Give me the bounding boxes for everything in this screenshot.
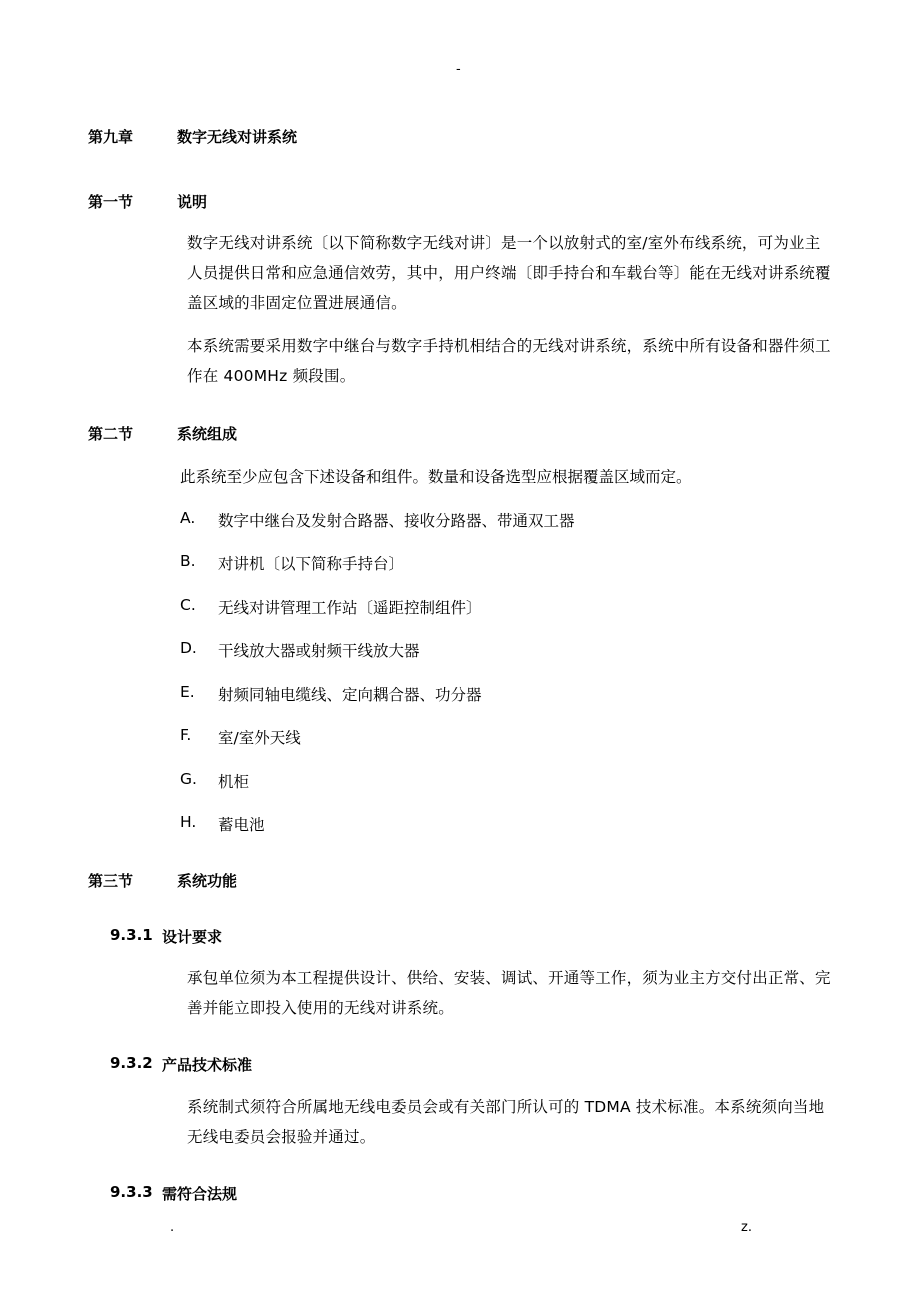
section1-paragraph-1: 数字无线对讲系统〔以下简称数字无线对讲〕是一个以放射式的室/室外布线系统，可为业主人员提供日常和应急通信效劳，其中，用户终端〔即手持台和车载台等〕能在无线对讲系统覆盖区域的非固定位置进展通信。 — [187, 234, 831, 312]
list-item — [180, 639, 680, 659]
subsection-933-title: 需符合法规 — [162, 1185, 238, 1203]
list-item-text: 室/室外天线 — [218, 729, 301, 747]
list-item-text: 射频同轴电缆线、定向耦合器、功分器 — [218, 686, 482, 704]
list-item-text: 数字中继台及发射合路器、接收分路器、带通双工器 — [218, 512, 575, 530]
subsection-931-paragraph: 承包单位须为本工程提供设计、供给、安装、调试、开通等工作，须为业主方交付出正常、完善并能立即投入使用的无线对讲系统。 — [187, 969, 831, 1017]
subsection-931-title: 设计要求 — [162, 928, 223, 946]
list-item-text: 机柜 — [218, 773, 250, 791]
list-item — [180, 509, 680, 529]
subsection-932-number: 9.3.2 — [110, 1054, 153, 1072]
section1-number: 第一节 — [88, 193, 134, 211]
chapter-number: 第九章 — [88, 128, 134, 146]
subsection-933-number: 9.3.3 — [110, 1183, 153, 1201]
list-item — [180, 683, 680, 703]
subsection-931-number: 9.3.1 — [110, 926, 153, 944]
chapter-title: 数字无线对讲系统 — [177, 128, 298, 146]
subsection-933-heading — [110, 1183, 410, 1203]
list-item-text: 无线对讲管理工作站〔遥距控制组件〕 — [218, 599, 482, 617]
list-item-text: 对讲机〔以下简称手持台〕 — [218, 555, 405, 573]
section2-heading — [88, 423, 388, 443]
section3-heading — [88, 870, 388, 890]
section3-title: 系统功能 — [177, 872, 238, 890]
section2-number: 第二节 — [88, 425, 134, 443]
list-item-letter: D. — [180, 639, 197, 657]
section1-paragraph-2: 本系统需要采用数字中继台与数字手持机相结合的无线对讲系统，系统中所有设备和器件须工作在 400MHz 频段围。 — [187, 337, 831, 385]
section2-title: 系统组成 — [177, 425, 238, 443]
section1-title: 说明 — [177, 193, 208, 211]
footer-right-mark: z. — [741, 1220, 752, 1235]
list-item-letter: F. — [180, 726, 192, 744]
list-item — [180, 770, 680, 790]
list-item-text: 蓄电池 — [218, 816, 265, 834]
subsection-932-paragraph: 系统制式须符合所属地无线电委员会或有关部门所认可的 TDMA 技术标准。本系统须向当地无线电委员会报验并通过。 — [187, 1098, 825, 1146]
list-item-letter: B. — [180, 552, 196, 570]
list-item-letter: C. — [180, 596, 196, 614]
list-item — [180, 813, 680, 833]
list-item-letter: E. — [180, 683, 195, 701]
list-item-letter: H. — [180, 813, 197, 831]
section3-number: 第三节 — [88, 872, 134, 890]
list-item — [180, 596, 680, 616]
subsection-932-heading — [110, 1054, 410, 1074]
footer-left-mark: . — [170, 1220, 175, 1235]
section1-heading — [88, 191, 388, 211]
section2-intro: 此系统至少应包含下述设备和组件。数量和设备选型应根据覆盖区域而定。 — [180, 468, 692, 486]
list-item — [180, 726, 680, 746]
list-item-letter: G. — [180, 770, 197, 788]
list-item — [180, 552, 680, 572]
chapter-heading — [88, 126, 488, 146]
subsection-932-title: 产品技术标准 — [162, 1056, 253, 1074]
list-item-text: 干线放大器或射频干线放大器 — [218, 642, 420, 660]
subsection-931-heading — [110, 926, 410, 946]
list-item-letter: A. — [180, 509, 196, 527]
page-header-mark: - — [456, 62, 461, 77]
